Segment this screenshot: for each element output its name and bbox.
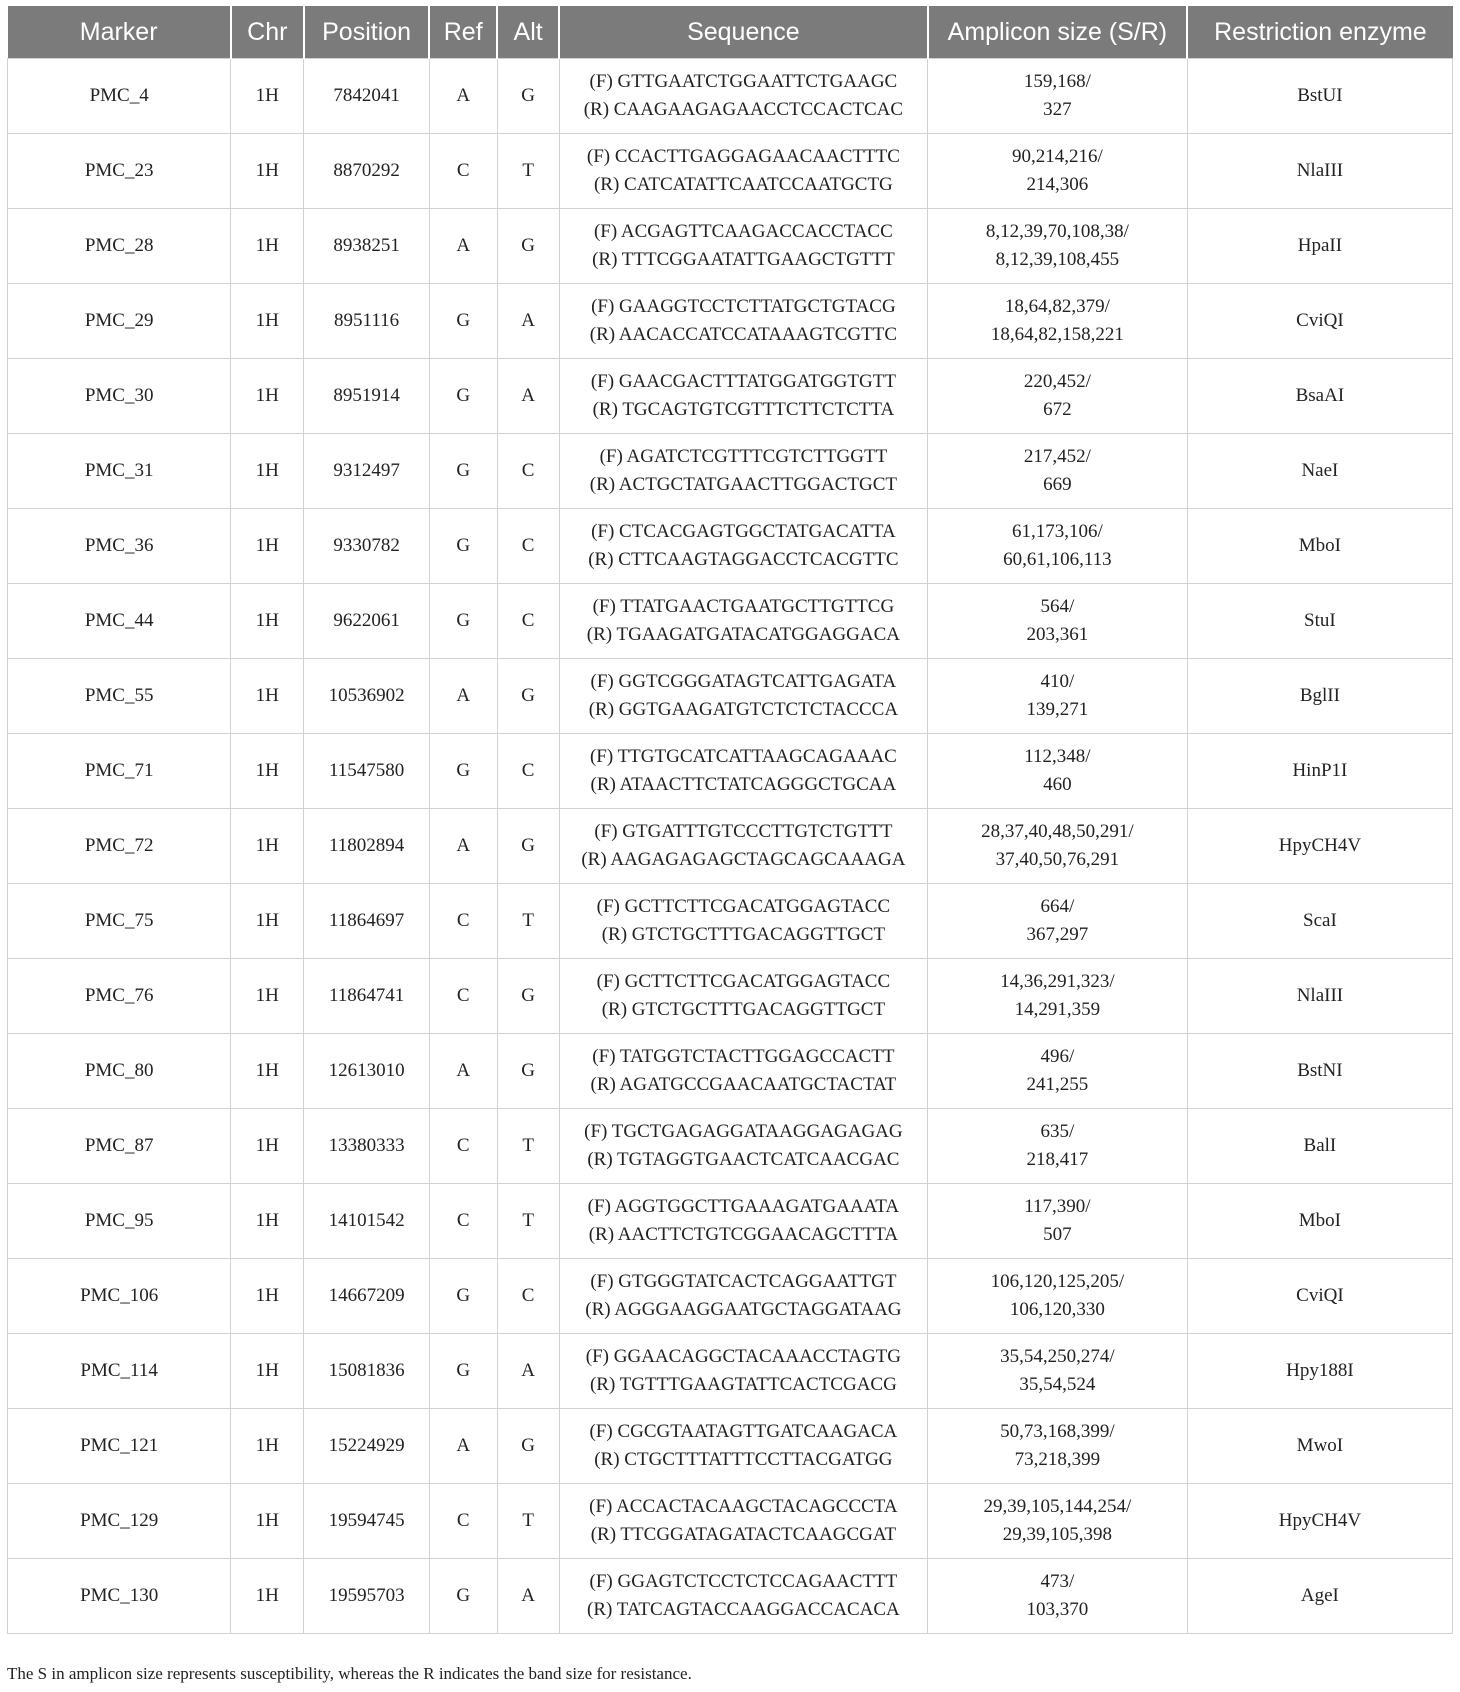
ref-cell: A bbox=[429, 1034, 497, 1109]
amplicon-susceptible: 14,36,291,323/ bbox=[1000, 971, 1115, 992]
enzyme-cell: BglII bbox=[1187, 659, 1452, 734]
chr-cell: 1H bbox=[231, 359, 304, 434]
chr-cell: 1H bbox=[231, 284, 304, 359]
forward-primer: (F) CCACTTGAGGAGAACAACTTTC bbox=[586, 146, 900, 167]
amplicon-susceptible: 50,73,168,399/ bbox=[1000, 1421, 1115, 1442]
table-row bbox=[8, 659, 1453, 734]
amplicon-susceptible: 28,37,40,48,50,291/ bbox=[981, 821, 1134, 842]
reverse-primer: (R) AACTTCTGTCGGAACAGCTTTA bbox=[588, 1224, 899, 1245]
alt-cell: T bbox=[497, 1484, 559, 1559]
forward-primer: (F) GGTCGGGATAGTCATTGAGATA bbox=[590, 671, 897, 692]
sequence-cell bbox=[559, 134, 927, 209]
reverse-primer: (R) CAAGAAGAGAACCTCCACTCAC bbox=[583, 99, 904, 120]
enzyme-cell: HinP1I bbox=[1187, 734, 1452, 809]
reverse-primer: (R) AAGAGAGAGCTAGCAGCAAAGA bbox=[581, 849, 906, 870]
marker-cell: PMC_121 bbox=[8, 1409, 231, 1484]
sequence-cell bbox=[559, 734, 927, 809]
amplicon-susceptible: 18,64,82,379/ bbox=[1004, 296, 1110, 317]
chr-cell: 1H bbox=[231, 1259, 304, 1334]
marker-cell: PMC_87 bbox=[8, 1109, 231, 1184]
table-row bbox=[8, 509, 1453, 584]
marker-cell: PMC_28 bbox=[8, 209, 231, 284]
reverse-primer: (R) AGGGAAGGAATGCTAGGATAAG bbox=[585, 1299, 902, 1320]
enzyme-cell: BstUI bbox=[1187, 59, 1452, 134]
chr-cell: 1H bbox=[231, 1109, 304, 1184]
sequence-cell bbox=[559, 809, 927, 884]
sequence-cell bbox=[559, 1334, 927, 1409]
amplicon-susceptible: 29,39,105,144,254/ bbox=[983, 1496, 1132, 1517]
alt-cell: G bbox=[497, 659, 559, 734]
table-row bbox=[8, 209, 1453, 284]
forward-primer: (F) ACCACTACAAGCTACAGCCCTA bbox=[589, 1496, 898, 1517]
amplicon-susceptible: 220,452/ bbox=[1023, 371, 1091, 392]
ref-cell: G bbox=[429, 509, 497, 584]
amplicon-susceptible: 8,12,39,70,108,38/ bbox=[985, 221, 1129, 242]
amplicon-susceptible: 410/ bbox=[1040, 671, 1075, 692]
alt-cell: A bbox=[497, 359, 559, 434]
forward-primer: (F) GAAGGTCCTCTTATGCTGTACG bbox=[591, 296, 896, 317]
amplicon-susceptible: 112,348/ bbox=[1024, 746, 1091, 767]
marker-cell: PMC_114 bbox=[8, 1334, 231, 1409]
amplicon-resistant: 29,39,105,398 bbox=[1002, 1524, 1113, 1545]
amplicon-susceptible: 35,54,250,274/ bbox=[1000, 1346, 1115, 1367]
position-cell: 19595703 bbox=[304, 1559, 430, 1634]
amplicon-cell bbox=[928, 584, 1188, 659]
column-header: Amplicon size (S/R) bbox=[928, 6, 1188, 59]
amplicon-cell bbox=[928, 1184, 1188, 1259]
enzyme-cell: BstNI bbox=[1187, 1034, 1452, 1109]
amplicon-resistant: 507 bbox=[1043, 1224, 1072, 1245]
chr-cell: 1H bbox=[231, 59, 304, 134]
amplicon-cell bbox=[928, 884, 1188, 959]
amplicon-cell bbox=[928, 284, 1188, 359]
chr-cell: 1H bbox=[231, 959, 304, 1034]
amplicon-resistant: 18,64,82,158,221 bbox=[990, 324, 1124, 345]
alt-cell: G bbox=[497, 59, 559, 134]
table-row bbox=[8, 1259, 1453, 1334]
ref-cell: C bbox=[429, 959, 497, 1034]
column-header: Marker bbox=[8, 6, 231, 59]
alt-cell: T bbox=[497, 1109, 559, 1184]
position-cell: 8951914 bbox=[304, 359, 430, 434]
table-row bbox=[8, 584, 1453, 659]
amplicon-resistant: 460 bbox=[1043, 774, 1072, 795]
position-cell: 9312497 bbox=[304, 434, 430, 509]
amplicon-cell bbox=[928, 959, 1188, 1034]
enzyme-cell: MboI bbox=[1187, 1184, 1452, 1259]
reverse-primer: (R) GGTGAAGATGTCTCTCTACCCA bbox=[588, 699, 899, 720]
table-row bbox=[8, 1109, 1453, 1184]
alt-cell: G bbox=[497, 809, 559, 884]
enzyme-cell: NlaIII bbox=[1187, 134, 1452, 209]
forward-primer: (F) AGATCTCGTTTCGTCTTGGTT bbox=[599, 446, 888, 467]
marker-cell: PMC_31 bbox=[8, 434, 231, 509]
amplicon-resistant: 367,297 bbox=[1026, 924, 1089, 945]
amplicon-resistant: 103,370 bbox=[1026, 1599, 1089, 1620]
table-container bbox=[7, 6, 1453, 1634]
sequence-cell bbox=[559, 659, 927, 734]
sequence-cell bbox=[559, 59, 927, 134]
amplicon-susceptible: 159,168/ bbox=[1023, 71, 1091, 92]
ref-cell: A bbox=[429, 209, 497, 284]
ref-cell: G bbox=[429, 1559, 497, 1634]
sequence-cell bbox=[559, 209, 927, 284]
sequence-cell bbox=[559, 1034, 927, 1109]
amplicon-susceptible: 217,452/ bbox=[1023, 446, 1091, 467]
amplicon-cell bbox=[928, 809, 1188, 884]
reverse-primer: (R) GTCTGCTTTGACAGGTTGCT bbox=[601, 999, 886, 1020]
forward-primer: (F) GTGGGTATCACTCAGGAATTGT bbox=[590, 1271, 897, 1292]
chr-cell: 1H bbox=[231, 584, 304, 659]
table-row bbox=[8, 1184, 1453, 1259]
forward-primer: (F) TATGGTCTACTTGGAGCCACTT bbox=[592, 1046, 895, 1067]
amplicon-susceptible: 90,214,216/ bbox=[1012, 146, 1103, 167]
enzyme-cell: ScaI bbox=[1187, 884, 1452, 959]
position-cell: 15081836 bbox=[304, 1334, 430, 1409]
column-header: Ref bbox=[429, 6, 497, 59]
reverse-primer: (R) AACACCATCCATAAAGTCGTTC bbox=[589, 324, 898, 345]
chr-cell: 1H bbox=[231, 884, 304, 959]
marker-cell: PMC_4 bbox=[8, 59, 231, 134]
position-cell: 11547580 bbox=[304, 734, 430, 809]
table-row bbox=[8, 59, 1453, 134]
sequence-cell bbox=[559, 509, 927, 584]
chr-cell: 1H bbox=[231, 734, 304, 809]
table-body bbox=[8, 59, 1453, 1634]
enzyme-cell: NlaIII bbox=[1187, 959, 1452, 1034]
alt-cell: G bbox=[497, 1034, 559, 1109]
alt-cell: C bbox=[497, 434, 559, 509]
forward-primer: (F) GCTTCTTCGACATGGAGTACC bbox=[596, 971, 891, 992]
amplicon-cell bbox=[928, 734, 1188, 809]
amplicon-resistant: 203,361 bbox=[1026, 624, 1089, 645]
amplicon-cell bbox=[928, 1559, 1188, 1634]
header-row bbox=[8, 6, 1453, 59]
amplicon-resistant: 60,61,106,113 bbox=[1003, 549, 1112, 570]
chr-cell: 1H bbox=[231, 1559, 304, 1634]
position-cell: 11802894 bbox=[304, 809, 430, 884]
enzyme-cell: MwoI bbox=[1187, 1409, 1452, 1484]
alt-cell: A bbox=[497, 1334, 559, 1409]
amplicon-susceptible: 61,173,106/ bbox=[1012, 521, 1103, 542]
amplicon-cell bbox=[928, 1109, 1188, 1184]
position-cell: 11864741 bbox=[304, 959, 430, 1034]
amplicon-susceptible: 117,390/ bbox=[1024, 1196, 1091, 1217]
enzyme-cell: Hpy188I bbox=[1187, 1334, 1452, 1409]
alt-cell: G bbox=[497, 1409, 559, 1484]
table-row bbox=[8, 1559, 1453, 1634]
enzyme-cell: MboI bbox=[1187, 509, 1452, 584]
reverse-primer: (R) AGATGCCGAACAATGCTACTAT bbox=[590, 1074, 897, 1095]
chr-cell: 1H bbox=[231, 1184, 304, 1259]
table-row bbox=[8, 359, 1453, 434]
chr-cell: 1H bbox=[231, 434, 304, 509]
chr-cell: 1H bbox=[231, 134, 304, 209]
table-row bbox=[8, 1034, 1453, 1109]
table-row bbox=[8, 959, 1453, 1034]
chr-cell: 1H bbox=[231, 1334, 304, 1409]
position-cell: 9622061 bbox=[304, 584, 430, 659]
forward-primer: (F) TTGTGCATCATTAAGCAGAAAC bbox=[589, 746, 897, 767]
chr-cell: 1H bbox=[231, 1484, 304, 1559]
enzyme-cell: CviQI bbox=[1187, 284, 1452, 359]
ref-cell: G bbox=[429, 1259, 497, 1334]
sequence-cell bbox=[559, 884, 927, 959]
forward-primer: (F) GGAACAGGCTACAAACCTAGTG bbox=[585, 1346, 901, 1367]
amplicon-cell bbox=[928, 209, 1188, 284]
ref-cell: G bbox=[429, 434, 497, 509]
marker-cell: PMC_23 bbox=[8, 134, 231, 209]
amplicon-cell bbox=[928, 509, 1188, 584]
sequence-cell bbox=[559, 1184, 927, 1259]
amplicon-susceptible: 635/ bbox=[1040, 1121, 1075, 1142]
amplicon-cell bbox=[928, 1334, 1188, 1409]
ref-cell: A bbox=[429, 1409, 497, 1484]
marker-cell: PMC_95 bbox=[8, 1184, 231, 1259]
amplicon-susceptible: 473/ bbox=[1040, 1571, 1075, 1592]
amplicon-resistant: 73,218,399 bbox=[1014, 1449, 1101, 1470]
amplicon-resistant: 139,271 bbox=[1026, 699, 1089, 720]
forward-primer: (F) TTATGAACTGAATGCTTGTTCG bbox=[592, 596, 895, 617]
amplicon-cell bbox=[928, 1259, 1188, 1334]
forward-primer: (F) GGAGTCTCCTCTCCAGAACTTT bbox=[589, 1571, 898, 1592]
forward-primer: (F) TGCTGAGAGGATAAGGAGAGAG bbox=[584, 1121, 903, 1142]
position-cell: 8938251 bbox=[304, 209, 430, 284]
enzyme-cell: StuI bbox=[1187, 584, 1452, 659]
amplicon-resistant: 14,291,359 bbox=[1014, 999, 1101, 1020]
position-cell: 14101542 bbox=[304, 1184, 430, 1259]
table-row bbox=[8, 284, 1453, 359]
column-header: Position bbox=[304, 6, 430, 59]
ref-cell: C bbox=[429, 1109, 497, 1184]
reverse-primer: (R) CATCATATTCAATCCAATGCTG bbox=[593, 174, 893, 195]
amplicon-cell bbox=[928, 659, 1188, 734]
ref-cell: G bbox=[429, 284, 497, 359]
forward-primer: (F) GAACGACTTTATGGATGGTGTT bbox=[590, 371, 896, 392]
ref-cell: C bbox=[429, 884, 497, 959]
reverse-primer: (R) ACTGCTATGAACTTGGACTGCT bbox=[589, 474, 897, 495]
reverse-primer: (R) TTTCGGAATATTGAAGCTGTTT bbox=[592, 249, 895, 270]
forward-primer: (F) GTTGAATCTGGAATTCTGAAGC bbox=[589, 71, 898, 92]
amplicon-cell bbox=[928, 1484, 1188, 1559]
sequence-cell bbox=[559, 1484, 927, 1559]
column-header: Chr bbox=[231, 6, 304, 59]
amplicon-cell bbox=[928, 1409, 1188, 1484]
footnote: The S in amplicon size represents susceptibility, whereas the R indicates the band size for resistance. bbox=[7, 1664, 692, 1683]
chr-cell: 1H bbox=[231, 1034, 304, 1109]
enzyme-cell: BalI bbox=[1187, 1109, 1452, 1184]
marker-cell: PMC_75 bbox=[8, 884, 231, 959]
ref-cell: C bbox=[429, 1484, 497, 1559]
position-cell: 15224929 bbox=[304, 1409, 430, 1484]
amplicon-susceptible: 496/ bbox=[1040, 1046, 1075, 1067]
amplicon-susceptible: 106,120,125,205/ bbox=[990, 1271, 1125, 1292]
alt-cell: T bbox=[497, 884, 559, 959]
chr-cell: 1H bbox=[231, 659, 304, 734]
column-header: Alt bbox=[497, 6, 559, 59]
position-cell: 8870292 bbox=[304, 134, 430, 209]
enzyme-cell: NaeI bbox=[1187, 434, 1452, 509]
enzyme-cell: HpyCH4V bbox=[1187, 809, 1452, 884]
amplicon-resistant: 214,306 bbox=[1026, 174, 1089, 195]
sequence-cell bbox=[559, 434, 927, 509]
ref-cell: C bbox=[429, 1184, 497, 1259]
marker-cell: PMC_129 bbox=[8, 1484, 231, 1559]
alt-cell: C bbox=[497, 509, 559, 584]
amplicon-cell bbox=[928, 434, 1188, 509]
marker-cell: PMC_36 bbox=[8, 509, 231, 584]
ref-cell: G bbox=[429, 1334, 497, 1409]
chr-cell: 1H bbox=[231, 809, 304, 884]
table-row bbox=[8, 1484, 1453, 1559]
enzyme-cell: HpyCH4V bbox=[1187, 1484, 1452, 1559]
ref-cell: A bbox=[429, 809, 497, 884]
amplicon-resistant: 8,12,39,108,455 bbox=[995, 249, 1120, 270]
position-cell: 7842041 bbox=[304, 59, 430, 134]
marker-cell: PMC_130 bbox=[8, 1559, 231, 1634]
reverse-primer: (R) GTCTGCTTTGACAGGTTGCT bbox=[601, 924, 886, 945]
reverse-primer: (R) TTCGGATAGATACTCAAGCGAT bbox=[590, 1524, 897, 1545]
amplicon-resistant: 669 bbox=[1043, 474, 1072, 495]
marker-cell: PMC_72 bbox=[8, 809, 231, 884]
amplicon-resistant: 241,255 bbox=[1026, 1074, 1089, 1095]
ref-cell: G bbox=[429, 584, 497, 659]
amplicon-resistant: 37,40,50,76,291 bbox=[995, 849, 1120, 870]
forward-primer: (F) ACGAGTTCAAGACCACCTACC bbox=[593, 221, 893, 242]
ref-cell: A bbox=[429, 59, 497, 134]
marker-cell: PMC_80 bbox=[8, 1034, 231, 1109]
sequence-cell bbox=[559, 959, 927, 1034]
ref-cell: G bbox=[429, 359, 497, 434]
sequence-cell bbox=[559, 1409, 927, 1484]
amplicon-resistant: 327 bbox=[1043, 99, 1072, 120]
column-header: Restriction enzyme bbox=[1187, 6, 1452, 59]
reverse-primer: (R) CTTCAAGTAGGACCTCACGTTC bbox=[588, 549, 899, 570]
forward-primer: (F) GTGATTTGTCCCTTGTCTGTTT bbox=[594, 821, 893, 842]
alt-cell: G bbox=[497, 959, 559, 1034]
sequence-cell bbox=[559, 284, 927, 359]
amplicon-susceptible: 664/ bbox=[1040, 896, 1075, 917]
sequence-cell bbox=[559, 584, 927, 659]
reverse-primer: (R) ATAACTTCTATCAGGGCTGCAA bbox=[590, 774, 897, 795]
sequence-cell bbox=[559, 359, 927, 434]
marker-table bbox=[7, 6, 1453, 1634]
chr-cell: 1H bbox=[231, 509, 304, 584]
position-cell: 13380333 bbox=[304, 1109, 430, 1184]
position-cell: 11864697 bbox=[304, 884, 430, 959]
enzyme-cell: CviQI bbox=[1187, 1259, 1452, 1334]
marker-cell: PMC_44 bbox=[8, 584, 231, 659]
alt-cell: A bbox=[497, 1559, 559, 1634]
reverse-primer: (R) TGAAGATGATACATGGAGGACA bbox=[586, 624, 900, 645]
amplicon-resistant: 35,54,524 bbox=[1019, 1374, 1096, 1395]
marker-cell: PMC_71 bbox=[8, 734, 231, 809]
enzyme-cell: HpaII bbox=[1187, 209, 1452, 284]
amplicon-cell bbox=[928, 1034, 1188, 1109]
sequence-cell bbox=[559, 1559, 927, 1634]
enzyme-cell: AgeI bbox=[1187, 1559, 1452, 1634]
sequence-cell bbox=[559, 1109, 927, 1184]
enzyme-cell: BsaAI bbox=[1187, 359, 1452, 434]
forward-primer: (F) CGCGTAATAGTTGATCAAGACA bbox=[589, 1421, 898, 1442]
column-header: Sequence bbox=[559, 6, 927, 59]
reverse-primer: (R) TATCAGTACCAAGGACCACACA bbox=[587, 1599, 900, 1620]
position-cell: 9330782 bbox=[304, 509, 430, 584]
ref-cell: C bbox=[429, 134, 497, 209]
reverse-primer: (R) TGCAGTGTCGTTTCTTCTCTTA bbox=[592, 399, 895, 420]
alt-cell: T bbox=[497, 134, 559, 209]
forward-primer: (F) CTCACGAGTGGCTATGACATTA bbox=[591, 521, 896, 542]
amplicon-resistant: 672 bbox=[1043, 399, 1072, 420]
alt-cell: C bbox=[497, 1259, 559, 1334]
sequence-cell bbox=[559, 1259, 927, 1334]
table-row bbox=[8, 809, 1453, 884]
marker-cell: PMC_76 bbox=[8, 959, 231, 1034]
alt-cell: C bbox=[497, 584, 559, 659]
amplicon-cell bbox=[928, 59, 1188, 134]
alt-cell: C bbox=[497, 734, 559, 809]
table-row bbox=[8, 1334, 1453, 1409]
marker-cell: PMC_30 bbox=[8, 359, 231, 434]
alt-cell: T bbox=[497, 1184, 559, 1259]
reverse-primer: (R) CTGCTTTATTTCCTTACGATGG bbox=[594, 1449, 893, 1470]
amplicon-resistant: 106,120,330 bbox=[1009, 1299, 1105, 1320]
chr-cell: 1H bbox=[231, 1409, 304, 1484]
table-row bbox=[8, 884, 1453, 959]
alt-cell: A bbox=[497, 284, 559, 359]
alt-cell: G bbox=[497, 209, 559, 284]
position-cell: 12613010 bbox=[304, 1034, 430, 1109]
chr-cell: 1H bbox=[231, 209, 304, 284]
marker-cell: PMC_106 bbox=[8, 1259, 231, 1334]
marker-cell: PMC_29 bbox=[8, 284, 231, 359]
table-row bbox=[8, 734, 1453, 809]
table-row bbox=[8, 434, 1453, 509]
position-cell: 10536902 bbox=[304, 659, 430, 734]
position-cell: 14667209 bbox=[304, 1259, 430, 1334]
amplicon-resistant: 218,417 bbox=[1026, 1149, 1089, 1170]
ref-cell: A bbox=[429, 659, 497, 734]
ref-cell: G bbox=[429, 734, 497, 809]
forward-primer: (F) AGGTGGCTTGAAAGATGAAATA bbox=[587, 1196, 900, 1217]
table-row bbox=[8, 134, 1453, 209]
reverse-primer: (R) TGTAGGTGAACTCATCAACGAC bbox=[587, 1149, 900, 1170]
amplicon-cell bbox=[928, 359, 1188, 434]
table-header bbox=[8, 6, 1453, 59]
amplicon-cell bbox=[928, 134, 1188, 209]
marker-cell: PMC_55 bbox=[8, 659, 231, 734]
forward-primer: (F) GCTTCTTCGACATGGAGTACC bbox=[596, 896, 891, 917]
position-cell: 8951116 bbox=[304, 284, 430, 359]
position-cell: 19594745 bbox=[304, 1484, 430, 1559]
amplicon-susceptible: 564/ bbox=[1040, 596, 1075, 617]
reverse-primer: (R) TGTTTGAAGTATTCACTCGACG bbox=[589, 1374, 897, 1395]
table-row bbox=[8, 1409, 1453, 1484]
